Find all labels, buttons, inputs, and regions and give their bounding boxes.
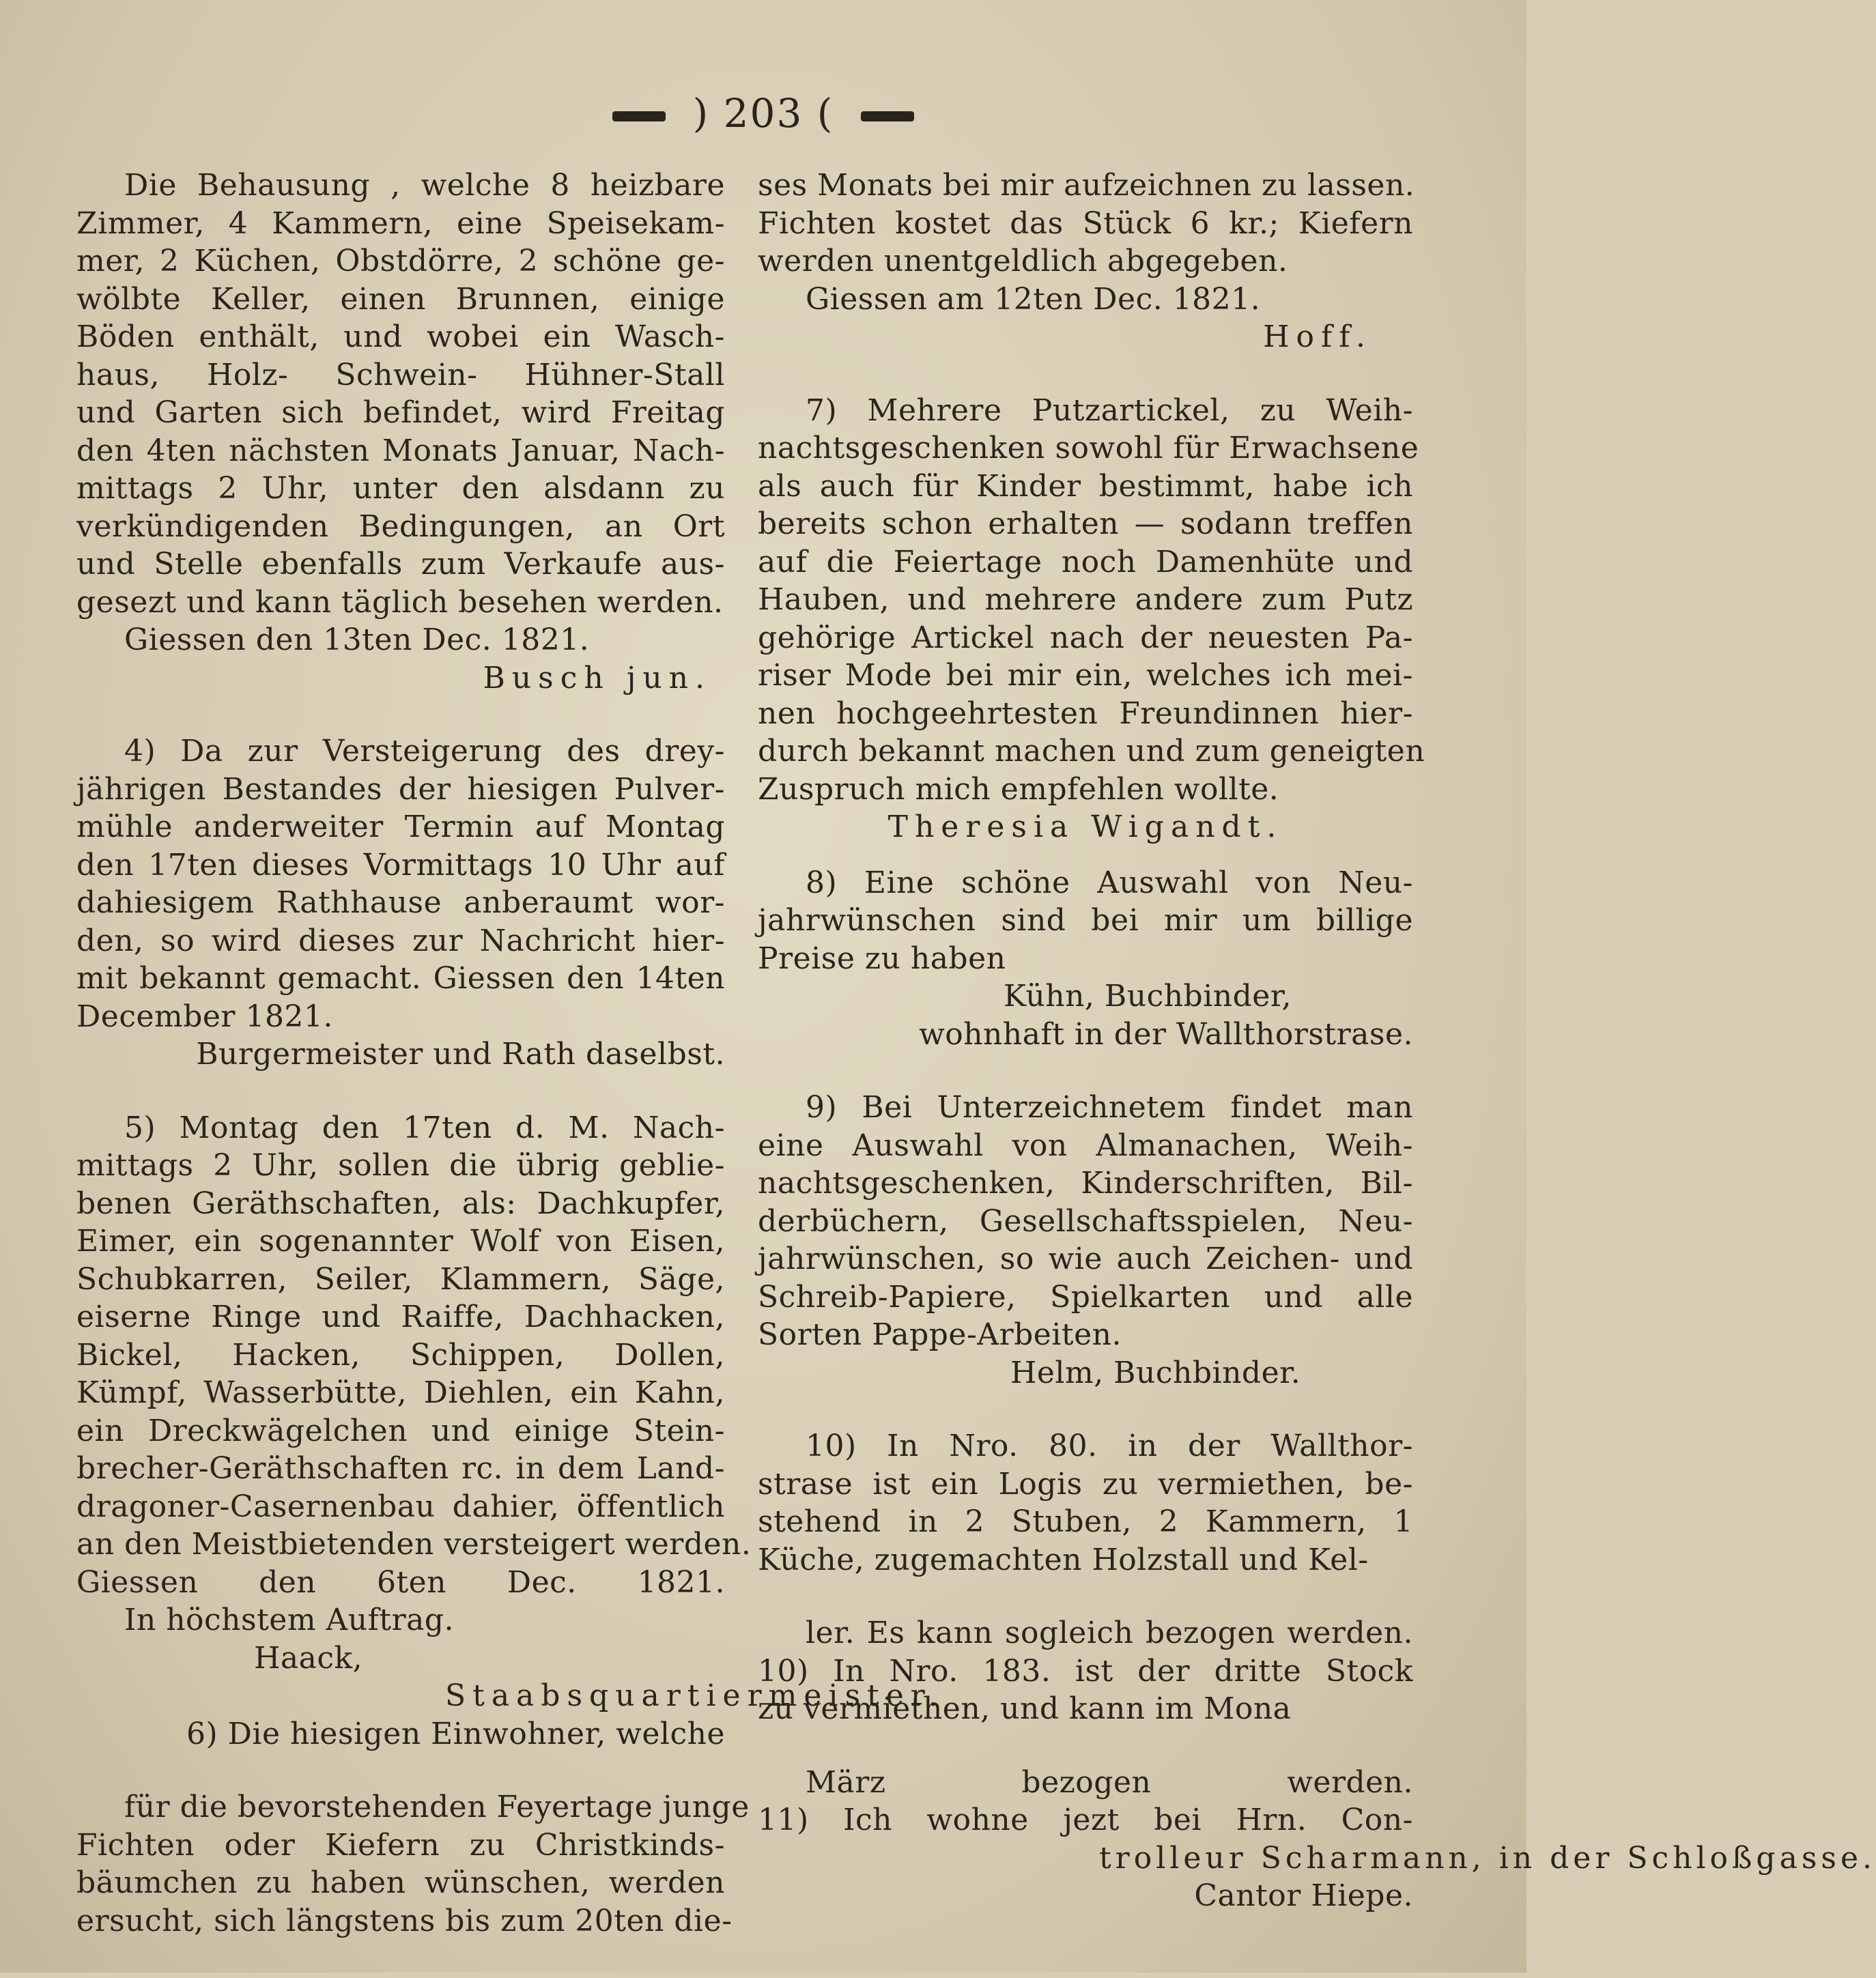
text-line: Zimmer, 4 Kammern, eine Speisekam- [76,205,725,241]
catchword: Cantor Hiepe. [1194,1878,1413,1913]
text-line: nachtsgeschenken, Kinderschriften, Bil- [758,1166,1413,1201]
text-line: Küche, zugemachten Holzstall und Kel- [758,1542,1369,1577]
text-line: 10) In Nro. 80. in der Wallthor- [806,1429,1413,1463]
text-line: Haack, [254,1640,363,1676]
text-line: strase ist ein Logis zu vermiethen, be- [758,1466,1413,1502]
text-line: benen Geräthschaften, als: Dachkupfer, [76,1186,725,1221]
text-line: riser Mode bei mir ein, welches ich mei- [758,658,1413,693]
text-line: den, so wird dieses zur Nachricht hier- [76,923,725,958]
text-line: bäumchen zu haben wünschen, werden [76,1865,725,1900]
text-line: und Garten sich befindet, wird Freitag [76,395,725,430]
text-line: mittags 2 Uhr, unter den alsdann zu [76,471,725,506]
text-line: Bickel, Hacken, Schippen, Dollen, [76,1337,725,1373]
text-line: März bezogen werden. [806,1764,1413,1800]
text-line: mittags 2 Uhr, sollen die übrig geblie- [76,1148,725,1183]
text-line: 10) In Nro. 183. ist der dritte Stock [758,1653,1413,1689]
text-line: 9) Bei Unterzeichnetem findet man [806,1090,1413,1125]
header-rule-left [612,111,666,121]
signature: Staabsquartiermeister. [445,1678,945,1713]
text-line: zu vermiethen, und kann im Mona [758,1691,1292,1726]
text-line: Schubkarren, Seiler, Klammern, Säge, [76,1261,725,1297]
signature: 6) Die hiesigen Einwohner, welche [186,1716,725,1751]
text-line: derbüchern, Gesellschaftsspielen, Neu- [758,1203,1413,1239]
page-header [0,90,1526,137]
text-line: bereits schon erhalten — sodann treffen [758,506,1413,541]
text-line: nen hochgeehrtesten Freundinnen hier- [758,696,1413,731]
signature: Kühn, Buchbinder, [1004,979,1292,1014]
text-line: wölbte Keller, einen Brunnen, einige [76,281,725,317]
text-line: ein Dreckwägelchen und einige Stein- [76,1413,725,1448]
text-line: Sorten Pappe-Arbeiten. [758,1317,1122,1352]
signature: Hoff. [1263,319,1372,354]
text-line: 11) Ich wohne jezt bei Hrn. Con- [758,1803,1413,1837]
text-line: ses Monats bei mir aufzeichnen zu lassen. [758,168,1415,203]
text-line: Schreib-Papiere, Spielkarten und alle [758,1279,1413,1315]
text-line: 7) Mehrere Putzartickel, zu Weih- [806,392,1413,428]
text-line: Preise zu haben [758,941,1006,976]
text-line: Giessen den 6ten Dec. 1821. [76,1564,725,1600]
text-line: 5) Montag den 17ten d. M. Nach- [124,1110,725,1145]
text-line: ersucht, sich längstens bis zum 20ten die- [76,1903,733,1938]
text-line: an den Meistbietenden versteigert werden. [76,1527,752,1562]
text-line: Zuspruch mich empfehlen wollte. [758,771,1279,807]
text-line: mühle anderweiter Termin auf Montag [76,809,725,844]
text-line: Die Behausung , welche 8 heizbare [124,168,725,203]
text-line: eine Auswahl von Almanachen, Weih- [758,1128,1413,1163]
text-line: eiserne Ringe und Raiffe, Dachhacken, [76,1300,725,1334]
date-line: In höchstem Auftrag. [124,1603,455,1637]
text-line: Hauben, und mehrere andere zum Putz [758,582,1413,617]
page-number: ) 203 ( [692,90,834,137]
text-line: gesezt und kann täglich besehen werden. [76,584,724,620]
text-line: werden unentgeldlich abgegeben. [758,244,1288,278]
text-line: 8) Eine schöne Auswahl von Neu- [806,865,1413,900]
right-column [758,167,1876,1915]
text-line: Kümpf, Wasserbütte, Diehlen, ein Kahn, [76,1375,725,1410]
text-line: ler. Es kann sogleich bezogen werden. [806,1616,1413,1650]
text-line: gehörige Artickel nach der neuesten Pa- [758,620,1413,655]
text-line: December 1821. [76,999,333,1034]
text-line: haus, Holz- Schwein- Hühner-Stall [76,357,725,392]
text-line: den 17ten dieses Vormittags 10 Uhr auf [76,847,725,883]
text-line: jährigen Bestandes der hiesigen Pulver- [76,771,725,807]
text-line: 4) Da zur Versteigerung des drey- [124,734,725,769]
text-line: dragoner-Casernenbau dahier, öffentlich [76,1489,725,1524]
header-rule-right [861,111,914,121]
text-line: den 4ten nächsten Monats Januar, Nach- [76,433,725,468]
text-line: mer, 2 Küchen, Obstdörre, 2 schöne ge- [76,244,725,278]
text-line: dahiesigem Rathhause anberaumt wor- [76,885,725,920]
text-line: jahrwünschen sind bei mir um billige [758,903,1413,938]
text-line: als auch für Kinder bestimmt, habe ich [758,468,1413,504]
text-line: mit bekannt gemacht. Giessen den 14ten [76,961,725,996]
date-line: Giessen den 13ten Dec. 1821. [124,622,590,657]
signature: Busch jun. [483,660,711,696]
text-line: Fichten oder Kiefern zu Christkinds- [76,1827,725,1863]
text-line: jahrwünschen, so wie auch Zeichen- und [758,1242,1413,1276]
text-line: stehend in 2 Stuben, 2 Kammern, 1 [758,1504,1413,1539]
text-line: verkündigenden Bedingungen, an Ort [76,508,725,544]
text-line: brecher-Geräthschaften rc. in dem Land- [76,1451,725,1486]
text-line: Fichten kostet das Stück 6 kr.; Kiefern [758,205,1413,241]
signature: Burgermeister und Rath daselbst. [196,1037,725,1072]
text-line: durch bekannt machen und zum geneigten [758,734,1425,769]
text-line: Eimer, ein sogenannter Wolf von Eisen, [76,1224,725,1259]
signature: Theresia Wigandt. [887,809,1283,844]
signature: wohnhaft in der Wallthorstrase. [919,1016,1413,1052]
text-line: nachtsgeschenken sowohl für Erwachsene [758,431,1419,465]
text-line: auf die Feiertage noch Damenhüte und [758,544,1413,579]
signature: Helm, Buchbinder. [1010,1355,1301,1390]
text-line: Böden enthält, und wobei ein Wasch- [76,319,725,354]
text-line: und Stelle ebenfalls zum Verkaufe aus- [76,547,725,582]
signature: trolleur Scharmann, in der Schloßgasse. [1099,1840,1876,1876]
text-line: für die bevorstehenden Feyertage junge [124,1790,750,1824]
date-line: Giessen am 12ten Dec. 1821. [806,281,1261,317]
text-line [76,1940,725,1978]
